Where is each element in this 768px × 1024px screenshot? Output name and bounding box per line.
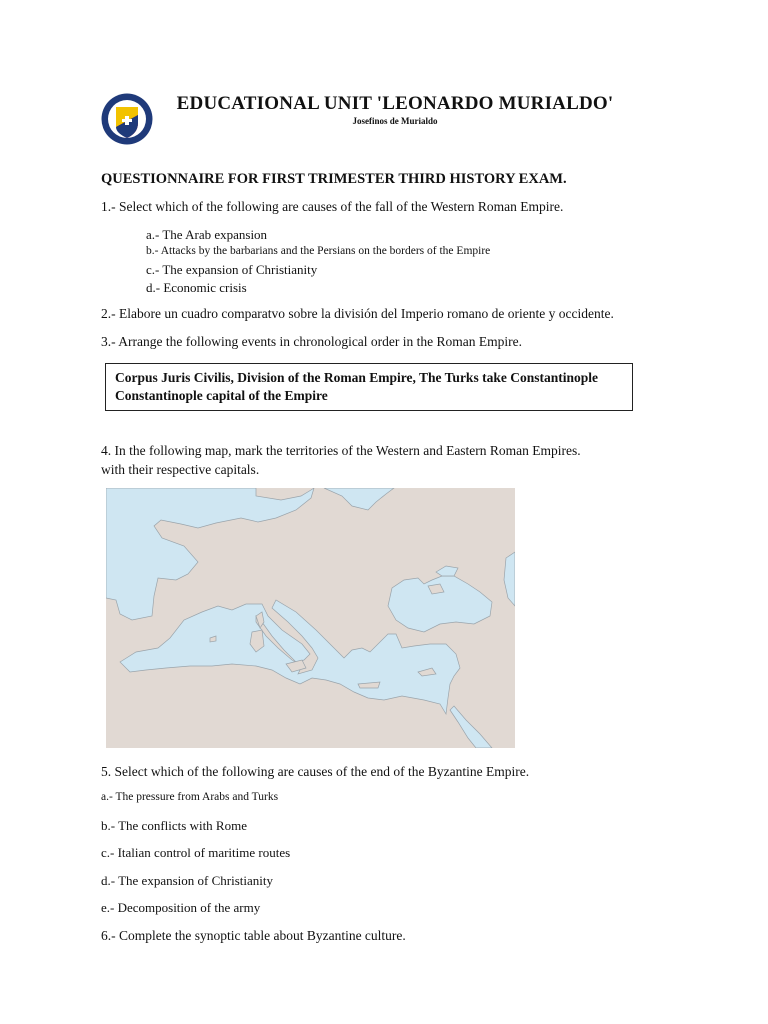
question-5: 5. Select which of the following are causes of the end of the Byzantine Empire. bbox=[101, 764, 530, 779]
question-5-option-c: c.- Italian control of maritime routes bbox=[101, 845, 291, 860]
question-1: 1.- Select which of the following are causes of the fall of the Western Roman Empire. bbox=[101, 199, 564, 214]
question-5-option-a: a.- The pressure from Arabs and Turks bbox=[101, 791, 279, 803]
events-box bbox=[105, 363, 633, 411]
question-2: 2.- Elabore un cuadro comparatvo sobre la división del Imperio romano de oriente y occidente. bbox=[101, 306, 614, 321]
question-5-option-b: b.- The conflicts with Rome bbox=[101, 818, 247, 833]
question-4-line-2: with their respective capitals. bbox=[101, 462, 260, 477]
question-1-option-c: c.- The expansion of Christianity bbox=[146, 262, 318, 277]
events-line-1: Corpus Juris Civilis, Division of the Roman Empire, The Turks take Constantinople bbox=[115, 370, 598, 385]
question-1-option-d: d.- Economic crisis bbox=[146, 280, 247, 295]
school-title: EDUCATIONAL UNIT 'LEONARDO MURIALDO' bbox=[176, 93, 614, 114]
question-1-option-a: a.- The Arab expansion bbox=[146, 227, 268, 242]
question-5-option-e: e.- Decomposition of the army bbox=[101, 900, 261, 915]
school-subtitle: Josefinos de Murialdo bbox=[352, 116, 438, 126]
question-5-option-d: d.- The expansion of Christianity bbox=[101, 873, 273, 888]
school-logo bbox=[101, 93, 153, 145]
question-6: 6.- Complete the synoptic table about Byzantine culture. bbox=[101, 928, 406, 943]
mediterranean-map bbox=[106, 488, 515, 748]
question-4-line-1: 4. In the following map, mark the territories of the Western and Eastern Roman Empires. bbox=[101, 443, 581, 458]
question-3: 3.- Arrange the following events in chronological order in the Roman Empire. bbox=[101, 334, 523, 349]
events-line-2: Constantinople capital of the Empire bbox=[115, 388, 328, 403]
question-1-option-b: b.- Attacks by the barbarians and the Persians on the borders of the Empire bbox=[146, 245, 491, 257]
exam-title: QUESTIONNAIRE FOR FIRST TRIMESTER THIRD HISTORY EXAM. bbox=[101, 171, 567, 187]
